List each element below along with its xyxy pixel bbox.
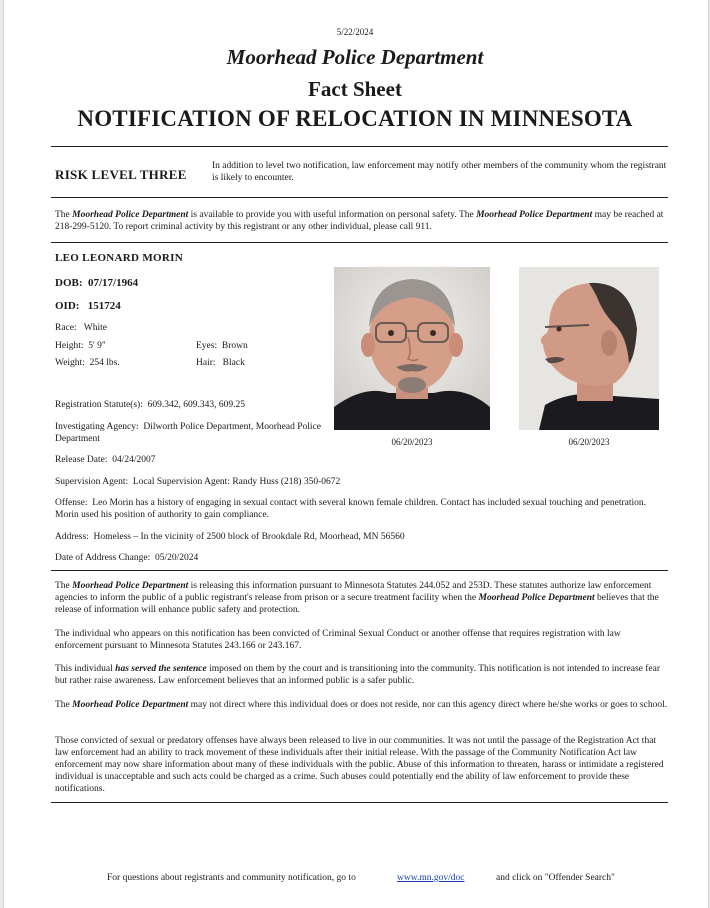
divider xyxy=(51,802,668,803)
divider xyxy=(51,570,668,571)
history-paragraph: Those convicted of sexual or predatory offenses have always been released to live in our communities. It was not until the passage of the Registration Act that law enforcement had an ability to track movement of these individuals after their initial release. With the passage of the Community Notification Act law enforcement may now share information about many of these individuals with the public. Abuse of this information to threaten, harass or intimidate a registered individual is unacceptable and such acts could be charged as a crime. Such abuses could potentially end the ability of law enforcement to provide these notifications. xyxy=(55,736,664,794)
profile-photo xyxy=(519,267,659,430)
profile-photo-caption: 06/20/2023 xyxy=(568,437,610,447)
contact-paragraph: The Moorhead Police Department is available to provide you with useful information on personal safety. The Moorhead Police Department may be reached at 218-299-5120. To report criminal activity by this registrant or any other individual, please call 911. xyxy=(55,210,664,232)
race-row: Race: White xyxy=(55,323,107,333)
height-row: Height: 5' 9" xyxy=(55,341,106,351)
oid-value: 151724 xyxy=(87,300,121,312)
divider xyxy=(51,197,668,198)
profile-photo-image xyxy=(519,267,659,430)
footer-search-hint: and click on "Offender Search" xyxy=(496,873,615,883)
footer-text: For questions about registrants and community notification, go to xyxy=(107,873,356,883)
residence-paragraph: The Moorhead Police Department may not direct where this individual does or does not reside, nor can this agency direct where he/she works or goes to school. xyxy=(55,700,668,710)
dob-value: 07/17/1964 xyxy=(88,277,139,289)
doc-type-title: Fact Sheet xyxy=(308,77,402,101)
dob-row: DOB: 07/17/1964 xyxy=(55,277,139,289)
sentence-paragraph: This individual has served the sentence imposed on them by the court and is transitioning into the community. This notification is not intended to increase fear but rather raise awareness. Law enforcement believes that an informed public is a safer public. xyxy=(55,664,661,686)
conviction-paragraph: The individual who appears on this notification has been convicted of Criminal Sexual Conduct or another offense that requires registration with law enforcement pursuant to Minnesota Statutes 243.166 or 243.167. xyxy=(55,629,621,651)
front-photo-caption: 06/20/2023 xyxy=(391,437,433,447)
offender-name: LEO LEONARD MORIN xyxy=(55,252,183,264)
weight-row: Weight: 254 lbs. xyxy=(55,358,120,368)
eyes-row: Eyes: Brown xyxy=(196,341,248,351)
supervision-row: Supervision Agent: Local Supervision Agent: Randy Huss (218) 350-0672 xyxy=(55,477,341,487)
notice-title: NOTIFICATION OF RELOCATION IN MINNESOTA xyxy=(77,106,633,131)
statute-paragraph: The Moorhead Police Department is releasing this information pursuant to Minnesota Statutes 244.052 and 253D. These statutes authorize law enforcement agencies to inform the public of a public registrant's release from prison or a secure treatment facility when the Moorhead Police Department believes that the release of information will enhance public safety and protection. xyxy=(55,581,659,615)
print-date: 5/22/2024 xyxy=(336,27,374,37)
agency-title: Moorhead Police Department xyxy=(226,45,484,69)
doc-website-link[interactable]: www.mn.gov/doc xyxy=(397,873,465,883)
front-photo xyxy=(334,267,490,430)
statutes-row: Registration Statute(s): 609.342, 609.343, 609.25 xyxy=(55,400,245,410)
address-row: Address: Homeless – In the vicinity of 2500 block of Brookdale Rd, Moorhead, MN 56560 xyxy=(55,532,405,542)
agency-row: Investigating Agency: Dilworth Police Department, Moorhead Police Department xyxy=(55,422,321,444)
risk-level: RISK LEVEL THREE xyxy=(55,167,187,182)
offense-row: Offense: Leo Morin has a history of engaging in sexual contact with several known female children. Contact has included sexual touching and penetration. Morin used his position of authority to gain compliance. xyxy=(55,498,647,520)
front-photo-image xyxy=(334,267,490,430)
address-change-row: Date of Address Change: 05/20/2024 xyxy=(55,553,199,563)
divider xyxy=(51,242,668,243)
release-row: Release Date: 04/24/2007 xyxy=(55,455,156,465)
divider xyxy=(51,146,668,147)
risk-description: In addition to level two notification, law enforcement may notify other members of the community whom the registrant is likely to encounter. xyxy=(212,161,667,183)
hair-row: Hair: Black xyxy=(196,358,245,368)
oid-row: OID: 151724 xyxy=(55,300,121,312)
